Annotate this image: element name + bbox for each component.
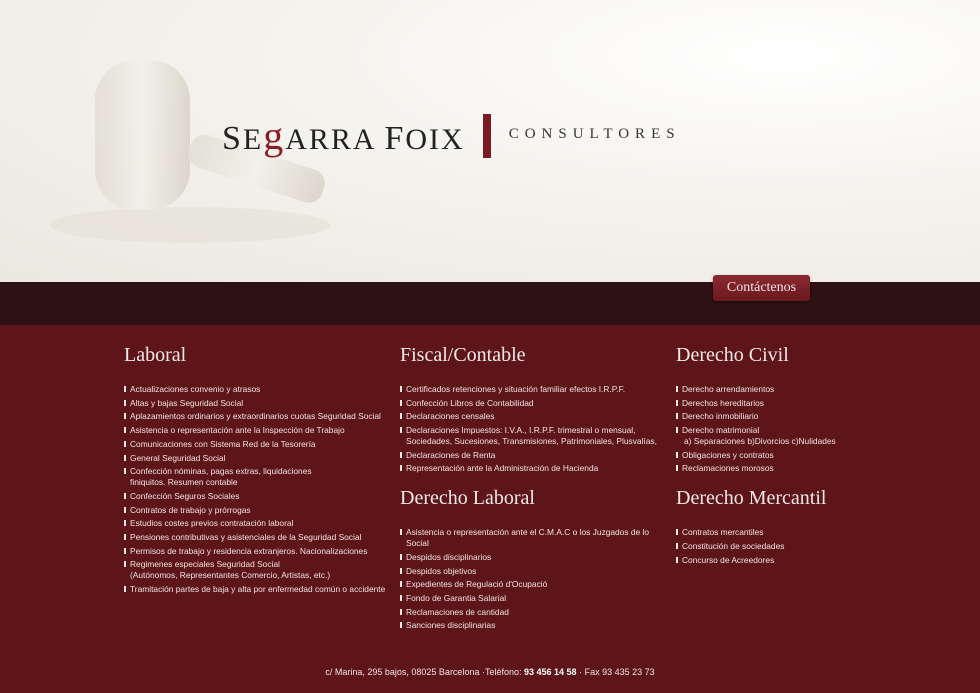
derecho-laboral-list [400,527,665,631]
laboral-list [124,384,389,595]
list-item[interactable]: Sanciones disciplinarias [400,620,665,631]
list-item[interactable]: Expedientes de Regulació d'Ocupació [400,579,665,590]
brand-letter: E [242,123,264,156]
header-banner [0,0,980,282]
section-derecho-mercantil [676,486,946,565]
derecho-mercantil-list [676,527,946,565]
list-item[interactable]: Contratos de trabajo y prórrogas [124,505,389,516]
list-item[interactable]: Permisos de trabajo y residencia extranjeros. Nacionalizaciones [124,546,389,557]
nav-band [0,282,980,325]
brand-letter: F [384,120,406,157]
list-item[interactable] [400,425,665,447]
brand-letter: S [222,120,243,157]
list-item-line: finiquitos. Resumen contable [130,477,238,488]
list-item[interactable] [124,466,389,488]
list-item-line: Declaraciones Impuestos: I.V.A., I.R.P.F. trimestral o mensual, [406,425,636,436]
list-item-line: Confección nóminas, pagas extras, liquidaciones [130,466,312,477]
brand-subtitle: CONSULTORES [508,125,681,142]
section-title-derecho-civil: Derecho Civil [676,344,789,366]
list-item[interactable]: Estudios costes previos contratación laboral [124,518,389,529]
list-item-line: (Autónomos, Representantes Comercio, Artistas, etc.) [130,570,331,581]
list-item[interactable]: Confección Libros de Contabilidad [400,398,665,409]
section-laboral [124,343,389,595]
list-item[interactable]: Concurso de Acreedores [676,555,946,566]
list-item-line: Derecho matrimonial [682,425,760,436]
footer-address: c/ Marina, 295 bajos, 08025 Barcelona ·Teléfono: [325,667,522,677]
column-laboral [124,343,389,598]
footer-phone[interactable]: 93 456 14 58 [524,667,577,677]
list-item[interactable] [124,559,389,581]
fiscal-list [400,384,665,474]
list-item[interactable]: Contratos mercantiles [676,527,946,538]
list-item[interactable] [676,425,946,447]
list-item[interactable]: Asistencia o representación ante la Inspección de Trabajo [124,425,389,436]
section-derecho-laboral [400,486,665,631]
list-item[interactable]: Altas y bajas Seguridad Social [124,398,389,409]
brand-divider [483,114,491,158]
list-item[interactable]: Obligaciones y contratos [676,450,946,461]
derecho-civil-list [676,384,946,474]
footer-fax: · Fax 93 435 23 73 [579,667,655,677]
column-right [676,343,946,568]
list-item[interactable]: Comunicaciones con Sistema Red de la Tesorería [124,439,389,450]
contact-button[interactable]: Contáctenos [713,275,810,301]
list-item[interactable]: Reclamaciones morosos [676,463,946,474]
list-item[interactable]: Confección Seguros Sociales [124,491,389,502]
list-item[interactable]: Fondo de Garantia Salarial [400,593,665,604]
brand-word: OIX [405,123,465,156]
column-middle [400,343,665,634]
list-item-line: a) Separaciones b)Divorcios c)Nulidades [684,436,836,447]
list-item[interactable]: Tramitación partes de baja y alta por enfermedad común o accidente [124,584,389,595]
footer-contact [0,667,980,677]
list-item[interactable]: Declaraciones de Renta [400,450,665,461]
section-derecho-civil [676,343,946,474]
list-item[interactable]: Certificados retenciones y situación familiar efectos I.R.P.F. [400,384,665,395]
list-item[interactable]: Despidos objetivos [400,566,665,577]
section-title-derecho-laboral: Derecho Laboral [400,487,535,510]
list-item[interactable]: Derechos hereditarios [676,398,946,409]
list-item[interactable]: Representación ante la Administración de Hacienda [400,463,665,474]
list-item[interactable]: Despidos disciplinarios [400,552,665,563]
list-item[interactable]: Aplazamientos ordinarios y extraordinarios cuotas Seguridad Social [124,411,389,422]
list-item[interactable]: General Seguridad Social [124,453,389,464]
list-item[interactable]: Reclamaciones de cantidad [400,607,665,618]
list-item[interactable]: Constitución de sociedades [676,541,946,552]
brand-logo[interactable] [222,112,681,160]
list-item-line: Sociedades, Sucesiones, Transmisiones, Patrimoniales, Plusvalías, [406,436,657,447]
list-item[interactable]: Derecho inmobiliario [676,411,946,422]
section-fiscal [400,343,665,474]
brand-word: ARRA [285,123,375,156]
list-item[interactable]: Declaraciones censales [400,411,665,422]
list-item[interactable]: Pensiones contributivas y asistenciales de la Seguridad Social [124,532,389,543]
section-title-derecho-mercantil: Derecho Mercantil [676,487,827,510]
section-title-fiscal: Fiscal/Contable [400,344,526,366]
section-title-laboral: Laboral [124,344,187,366]
brand-letter-g: g [263,113,286,158]
list-item[interactable]: Asistencia o representación ante el C.M.A.C o los Juzgados de lo Social [400,527,665,549]
list-item[interactable]: Actualizaciones convenio y atrasos [124,384,389,395]
list-item-line: Regimenes especiales Seguridad Social [130,559,280,570]
brand-name [222,113,465,158]
list-item[interactable]: Derecho arrendamientos [676,384,946,395]
